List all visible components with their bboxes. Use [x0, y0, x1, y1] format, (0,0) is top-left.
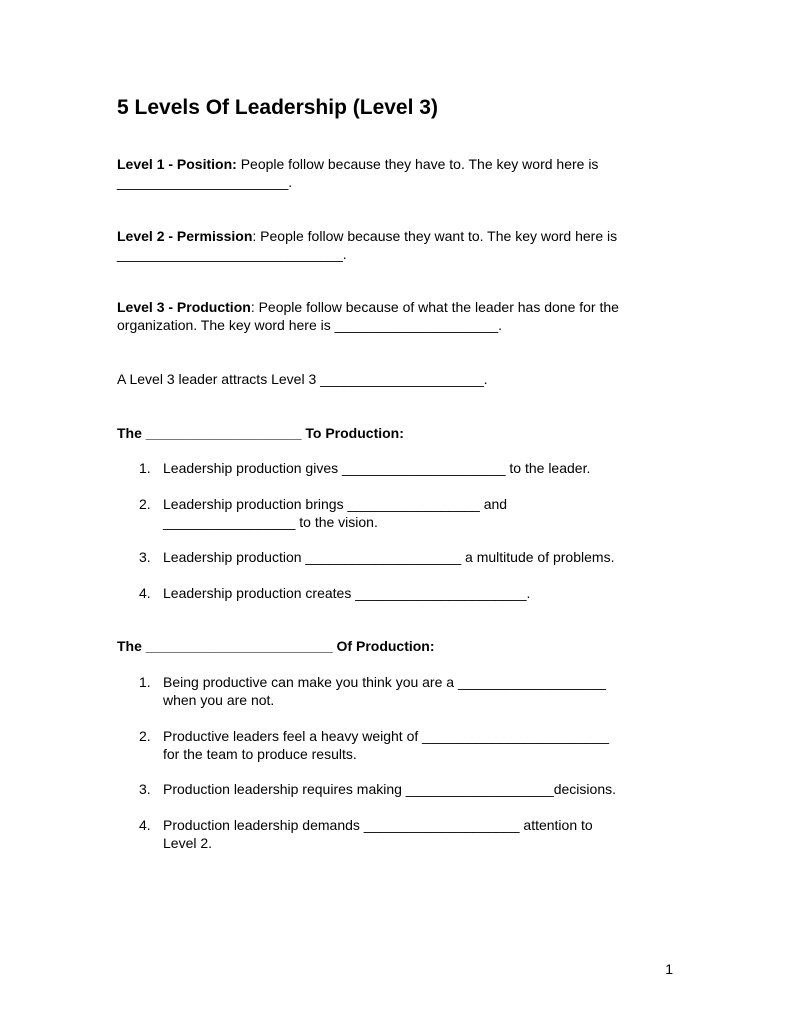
list-item [163, 673, 683, 709]
level-2-text: : People follow because they want to. The key word here is [252, 228, 618, 244]
list-item-line: Leadership production creates ______________________. [163, 585, 531, 601]
page-number: 1 [665, 961, 673, 977]
list-item-number: 4. [139, 585, 151, 601]
list-item-number: 4. [139, 817, 151, 833]
list-item [163, 495, 683, 531]
list-item [163, 548, 683, 566]
list-item-line: Being productive can make you think you are a ___________________ [163, 674, 606, 690]
list-item [163, 780, 683, 798]
section-1-heading: The ____________________ To Production: [117, 425, 404, 441]
level-3-paragraph [117, 298, 687, 334]
list-item [163, 727, 683, 763]
list-item-line: when you are not. [163, 692, 275, 708]
level-1-label: Level 1 - Position: [117, 156, 237, 172]
level-2-label: Level 2 - Permission [117, 228, 253, 244]
level-3-text: : People follow because of what the leader has done for the [250, 299, 619, 315]
list-item-number: 3. [139, 781, 151, 797]
list-item-number: 2. [139, 496, 151, 512]
list-item-number: 1. [139, 674, 151, 690]
list-item-line: Production leadership requires making ___________________decisions. [163, 781, 616, 797]
list-item-line: Productive leaders feel a heavy weight of ________________________ [163, 728, 610, 744]
list-item-line: Level 2. [163, 835, 213, 851]
list-item [163, 816, 683, 852]
list-item [163, 584, 683, 602]
list-item-number: 1. [139, 460, 151, 476]
level-1-paragraph [117, 155, 687, 191]
level-3-line-2: organization. The key word here is _____________________. [117, 317, 503, 333]
attracts-sentence: A Level 3 leader attracts Level 3 _____________________. [117, 371, 488, 387]
list-item-number: 3. [139, 549, 151, 565]
page-title: 5 Levels Of Leadership (Level 3) [117, 96, 438, 119]
list-item-line: for the team to produce results. [163, 746, 357, 762]
list-item-line: Leadership production gives _____________________ to the leader. [163, 460, 591, 476]
list-item [163, 459, 683, 477]
level-3-label: Level 3 - Production [117, 299, 251, 315]
level-2-blank: _____________________________. [117, 246, 347, 262]
list-item-line: Production leadership demands ____________________ attention to [163, 817, 593, 833]
level-1-blank: ______________________. [117, 174, 293, 190]
level-1-text: People follow because they have to. The key word here is [236, 156, 599, 172]
list-item-line: Leadership production ____________________ a multitude of problems. [163, 549, 615, 565]
section-2-heading: The ________________________ Of Production: [117, 638, 435, 654]
list-item-line: _________________ to the vision. [163, 514, 378, 530]
list-item-line: Leadership production brings _________________ and [163, 496, 508, 512]
list-item-number: 2. [139, 728, 151, 744]
level-2-paragraph [117, 227, 687, 263]
